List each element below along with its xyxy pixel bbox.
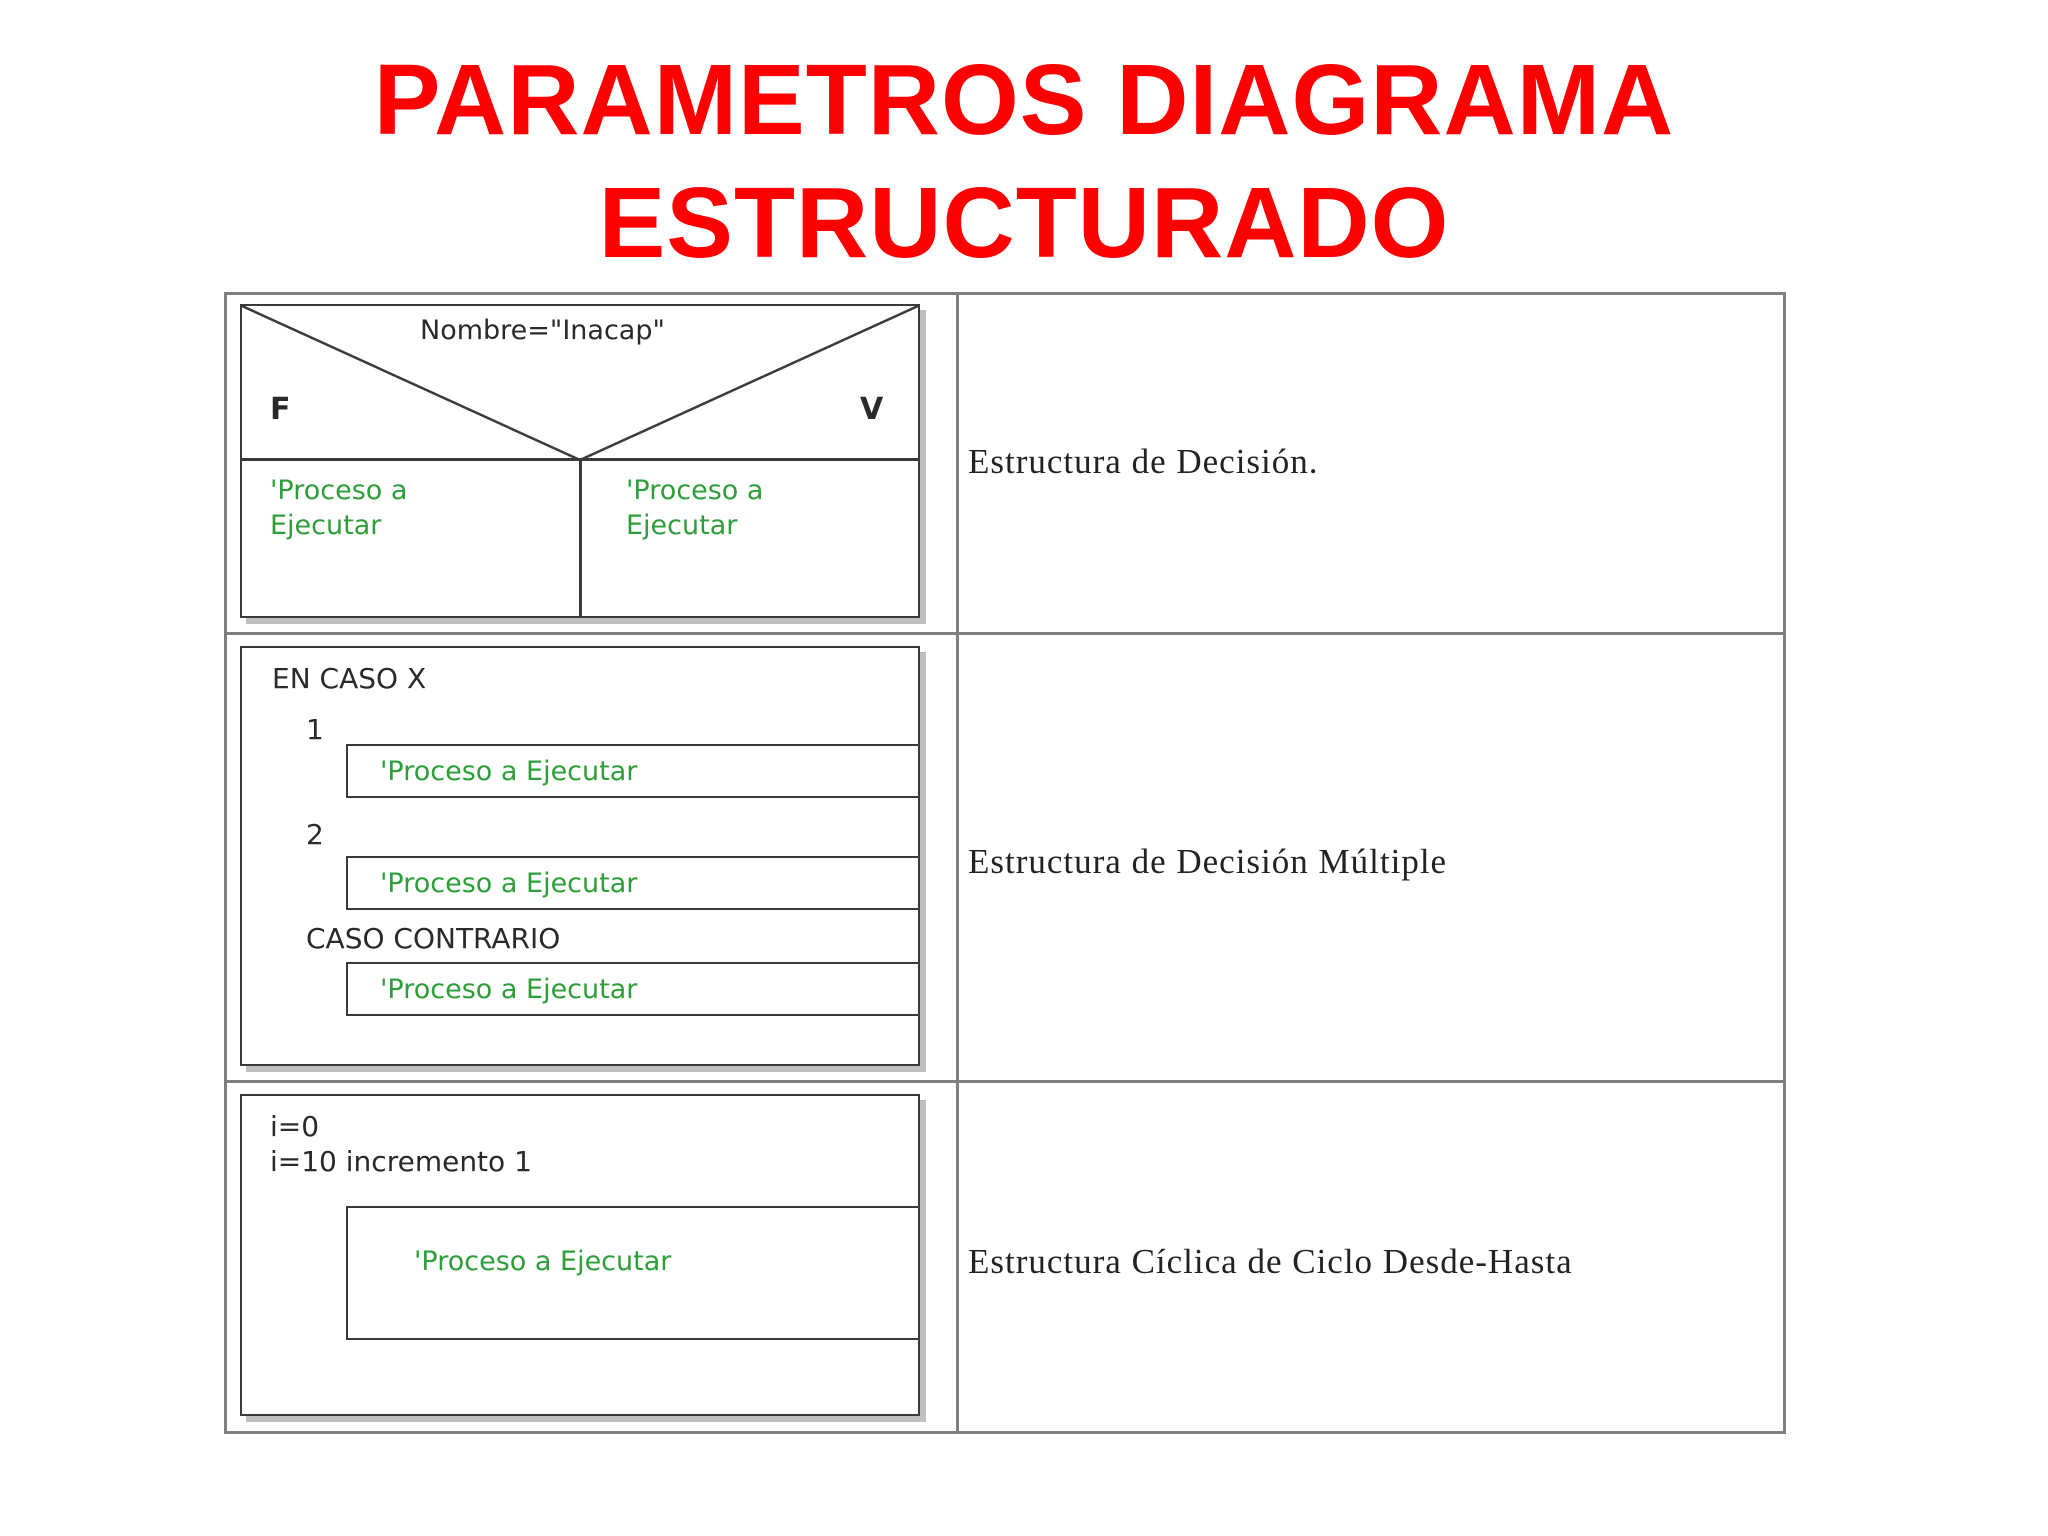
false-branch-process-line-1: 'Proceso a xyxy=(270,475,408,506)
slide-title-line-2: ESTRUCTURADO xyxy=(598,167,1450,279)
case-2-process: 'Proceso a Ejecutar xyxy=(380,868,638,899)
decision-condition: Nombre="Inacap" xyxy=(420,315,665,346)
loop-limit: i=10 incremento 1 xyxy=(270,1145,532,1178)
case-1-label: 1 xyxy=(306,713,324,746)
true-branch-process-line-1: 'Proceso a xyxy=(626,475,764,506)
true-branch-label: V xyxy=(860,392,884,427)
default-case-process: 'Proceso a Ejecutar xyxy=(380,974,638,1005)
for-loop-description: Estructura Cíclica de Ciclo Desde-Hasta xyxy=(968,1242,1573,1281)
table-row-divider-2 xyxy=(224,1080,1786,1083)
loop-init: i=0 xyxy=(270,1110,320,1143)
case-2-label: 2 xyxy=(306,818,324,851)
table-row-divider-1 xyxy=(224,632,1786,635)
slide-title-line-1: PARAMETROS DIAGRAMA xyxy=(373,44,1675,156)
false-branch-process-line-2: Ejecutar xyxy=(270,510,382,541)
multiple-decision-description: Estructura de Decisión Múltiple xyxy=(968,842,1448,881)
loop-body-process: 'Proceso a Ejecutar xyxy=(414,1246,672,1277)
table-column-divider xyxy=(956,292,959,1434)
case-header: EN CASO X xyxy=(272,662,427,695)
false-branch-label: F xyxy=(270,392,291,427)
decision-description: Estructura de Decisión. xyxy=(968,442,1319,481)
case-1-process: 'Proceso a Ejecutar xyxy=(380,756,638,787)
decision-branch-separator xyxy=(579,458,582,618)
default-case-label: CASO CONTRARIO xyxy=(306,922,561,955)
true-branch-process-line-2: Ejecutar xyxy=(626,510,738,541)
